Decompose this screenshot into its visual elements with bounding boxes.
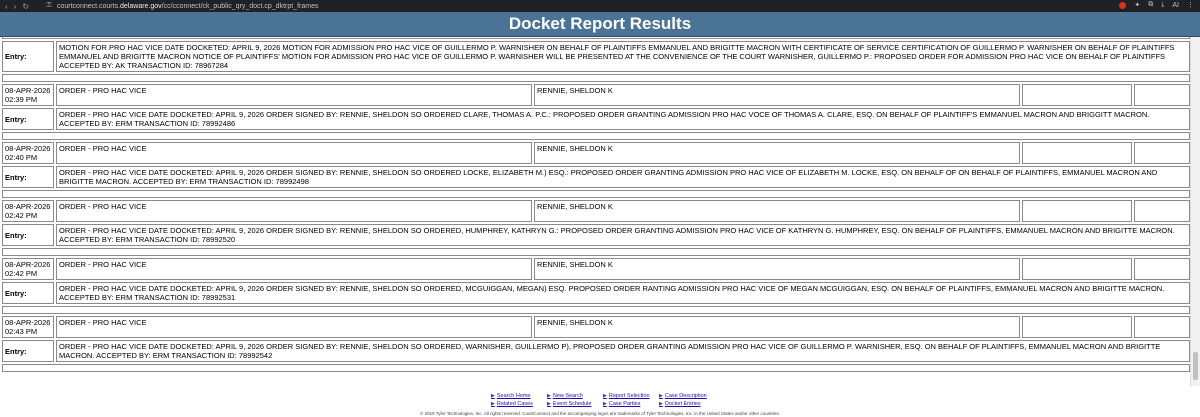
entry-date: 08-APR-2026 02:39 PM	[2, 84, 54, 106]
site-info-icon[interactable]: ⚿	[46, 2, 52, 9]
entry-date: 08-APR-2026 02:42 PM	[2, 200, 54, 222]
copyright-text: © 2019 Tyler Technologies, Inc. All rights reserved. CourtConnect and the accompanying logos are trademarks of Tyler Technologies, Inc. in the United States and/or other countries.	[420, 411, 780, 416]
entry-blank	[1134, 316, 1190, 338]
entry-blank	[1022, 142, 1132, 164]
entry-blank	[1022, 200, 1132, 222]
scrollbar-thumb[interactable]	[1193, 352, 1198, 380]
footer-link[interactable]	[659, 393, 719, 399]
entry-type: ORDER - PRO HAC VICE	[56, 84, 532, 106]
entry-judge: RENNIE, SHELDON K	[534, 142, 1020, 164]
entry-type: ORDER - PRO HAC VICE	[56, 200, 532, 222]
forward-icon[interactable]: ›	[13, 1, 17, 11]
docket-header-row	[2, 84, 1190, 106]
puzzle-icon[interactable]: ⧉	[1148, 1, 1154, 8]
docket-header-row	[2, 258, 1190, 280]
footer-link[interactable]	[491, 401, 547, 407]
entry-label: Entry:	[2, 166, 54, 188]
footer-link-label: New Search	[552, 393, 583, 399]
url-domain: delaware.gov	[120, 2, 162, 10]
download-icon[interactable]: ⤓	[1161, 1, 1165, 8]
entry-row	[2, 224, 1190, 246]
spacer-row	[2, 132, 1190, 140]
arrow-right-icon: ▶	[491, 393, 495, 399]
browser-toolbar	[0, 0, 1200, 12]
arrow-right-icon: ▶	[547, 393, 551, 399]
footer-link[interactable]	[491, 393, 547, 399]
docket-frame	[0, 37, 1190, 386]
arrow-right-icon: ▶	[603, 401, 607, 407]
entry-judge: RENNIE, SHELDON K	[534, 84, 1020, 106]
entry-text: ORDER - PRO HAC VICE DATE DOCKETED: APRIL 9, 2026 ORDER SIGNED BY: RENNIE, SHELDON SO ORDERED, MCGUIGGAN, MEGAN) ESQ. PROPOSED ORDER RANTING ADMISSION PRO HAC VICE OF MEGAN MCGUIGGAN, ESQ. ON BEHALF OF PLAINTIFFS, EMMANUEL MACRON AND BRIGITTE MACRON. ACCEPTED BY: ERM TRANSACTION ID: 78992531	[56, 282, 1190, 304]
entry-row	[2, 108, 1190, 130]
footer-link-label: Related Cases	[496, 401, 533, 407]
docket-header-row	[2, 142, 1190, 164]
footer-link-label: Docket Entries	[664, 401, 701, 407]
entry-date: 08-APR-2026 02:42 PM	[2, 258, 54, 280]
entry-row	[2, 41, 1190, 72]
footer-link-label: Event Schedule	[552, 401, 592, 407]
footer-link[interactable]	[547, 393, 603, 399]
menu-icon[interactable]: ⋮	[1187, 2, 1194, 9]
entry-text: MOTION FOR PRO HAC VICE DATE DOCKETED: APRIL 9, 2026 MOTION FOR ADMISSION PRO HAC VICE OF GUILLERMO P. WARNISHER ON BEHALF OF PLAINTIFFS EMMANUEL AND BRIGITTE MACRON WITH CERTIFICATE OF SERVICE CERTIFICATION OF GUILLERMO P. WARNISHER ON BEHALF OF PLAINTIFFS EMMANUEL AND BRIGITTE MACRON NOTICE OF PLAINTIFFS' MOTION FOR ADMISSION PRO HAC VICE OF GUILLERMO P. WARNISHER WILL BE PRESENTED AT THE CONVENIENCE OF THE COURT WARNISHER, GUILLERMO P.: PROPOSED ORDER FOR ADMISSION PRO HAC VICE ON BEHALF OF PLAINTIFFS ACCEPTED BY: AK TRANSACTION ID: 78967284	[56, 41, 1190, 72]
footer	[0, 390, 1200, 417]
entry-blank	[1022, 316, 1132, 338]
reload-icon[interactable]: ↻	[22, 1, 30, 11]
entry-date: 08-APR-2026 02:40 PM	[2, 142, 54, 164]
entry-row	[2, 340, 1190, 362]
url-path: /cc/cconnect/ck_public_qry_doct.cp_dktrpt_frames	[161, 2, 319, 10]
docket-header-row	[2, 316, 1190, 338]
footer-link[interactable]	[603, 401, 659, 407]
entry-blank	[1022, 258, 1132, 280]
arrow-right-icon: ▶	[659, 393, 663, 399]
arrow-right-icon: ▶	[603, 393, 607, 399]
entry-text: ORDER - PRO HAC VICE DATE DOCKETED: APRIL 9, 2026 ORDER SIGNED BY: RENNIE, SHELDON SO ORDERED, WARNISHER, GUILLERMO P), PROPOSED ORDER GRANTING ADMISSION PRO HAC VICE OF GUILLERMO P. WARNISHER, ESQ. ON BEHALF OF PLAINTIFFS, EMMANUEL MACRON AND BRIGITTE MACRON. ACCEPTED BY: ERM TRANSACTION ID: 78992542	[56, 340, 1190, 362]
footer-link-label: Case Description	[664, 393, 707, 399]
toolbar-icons	[1119, 1, 1194, 9]
extension-icon[interactable]: ✦	[1134, 2, 1141, 9]
entry-blank	[1022, 84, 1132, 106]
spacer-row	[2, 248, 1190, 256]
spacer-row	[2, 74, 1190, 82]
entry-type: ORDER - PRO HAC VICE	[56, 142, 532, 164]
address-bar[interactable]	[57, 3, 318, 10]
spacer-row	[2, 190, 1190, 198]
entry-blank	[1134, 84, 1190, 106]
record-icon[interactable]	[1119, 2, 1126, 9]
entry-type: ORDER - PRO HAC VICE	[56, 258, 532, 280]
entry-judge: RENNIE, SHELDON K	[534, 258, 1020, 280]
entry-blank	[1134, 200, 1190, 222]
footer-link[interactable]	[659, 401, 719, 407]
footer-link[interactable]	[547, 401, 603, 407]
footer-links	[491, 393, 719, 407]
footer-link-label: Case Parties	[608, 401, 641, 407]
page-title: Docket Report Results	[0, 12, 1200, 37]
entry-text: ORDER - PRO HAC VICE DATE DOCKETED: APRIL 9, 2026 ORDER SIGNED BY: RENNIE, SHELDON SO ORDERED CLARE, THOMAS A. P.C.: PROPOSED ORDER GRANTING ADMISSION PRO HAC VOCE OF THOMAS A. CLARE, ESQ. ON BEHALF OF PLAINTIFF'S EMMANUEL MACRON AND BRIGGITT MACRON. ACCEPTED BY: ERM TRANSACTION ID: 78992486	[56, 108, 1190, 130]
entry-judge: RENNIE, SHELDON K	[534, 316, 1020, 338]
entry-label: Entry:	[2, 108, 54, 130]
arrow-right-icon: ▶	[491, 401, 495, 407]
entry-text: ORDER - PRO HAC VICE DATE DOCKETED: APRIL 9, 2026 ORDER SIGNED BY: RENNIE, SHELDON SO ORDERED, HUMPHREY, KATHRYN G.: PROPOSED ORDER GRANTING ADMISSION PRO HAC VICE OF KATHRYN G. HUMPHREY, ESQ. ON BEHALF OF PLAINTIFFS, EMMANUEL MACRON AND BRIGITTE MACRON. ACCEPTED BY: ERM TRANSACTION ID: 78992520	[56, 224, 1190, 246]
back-icon[interactable]: ‹	[5, 1, 8, 11]
entry-label: Entry:	[2, 340, 54, 362]
arrow-right-icon: ▶	[547, 401, 551, 407]
entry-row	[2, 166, 1190, 188]
spacer-row	[2, 306, 1190, 314]
footer-link-label: Report Selection	[608, 393, 650, 399]
spacer-row	[2, 364, 1190, 372]
docket-header-row	[2, 200, 1190, 222]
entry-label: Entry:	[2, 282, 54, 304]
entry-blank	[1134, 258, 1190, 280]
footer-link[interactable]	[603, 393, 659, 399]
ai-button[interactable]: AI	[1172, 1, 1179, 9]
scrollbar[interactable]	[1190, 37, 1200, 386]
entry-text: ORDER - PRO HAC VICE DATE DOCKETED: APRIL 9, 2026 ORDER SIGNED BY: RENNIE, SHELDON SO ORDERED LOCKE, ELIZABETH M.) ESQ.: PROPOSED ORDER GRANTING ADMISSION PRO HAC VICE OF ELIZABETH M. LOCKE, ESQ. ON BEHALF OF ON BEHALF OF PLAINTIFFS, EMMANUEL MACRON AND BRIGITTE MACRON. ACCEPTED BY: ERM TRANSACTION ID: 78992498	[56, 166, 1190, 188]
spacer-row	[2, 37, 1190, 39]
footer-link-label: Search Home	[496, 393, 531, 399]
entry-label: Entry:	[2, 41, 54, 72]
entry-judge: RENNIE, SHELDON K	[534, 200, 1020, 222]
nav-buttons	[0, 2, 45, 11]
entry-blank	[1134, 142, 1190, 164]
url-prefix: courtconnect.courts.	[57, 2, 121, 10]
entry-row	[2, 282, 1190, 304]
entry-type: ORDER - PRO HAC VICE	[56, 316, 532, 338]
entry-label: Entry:	[2, 224, 54, 246]
entry-date: 08-APR-2026 02:43 PM	[2, 316, 54, 338]
arrow-right-icon: ▶	[659, 401, 663, 407]
docket-table	[0, 37, 1190, 374]
